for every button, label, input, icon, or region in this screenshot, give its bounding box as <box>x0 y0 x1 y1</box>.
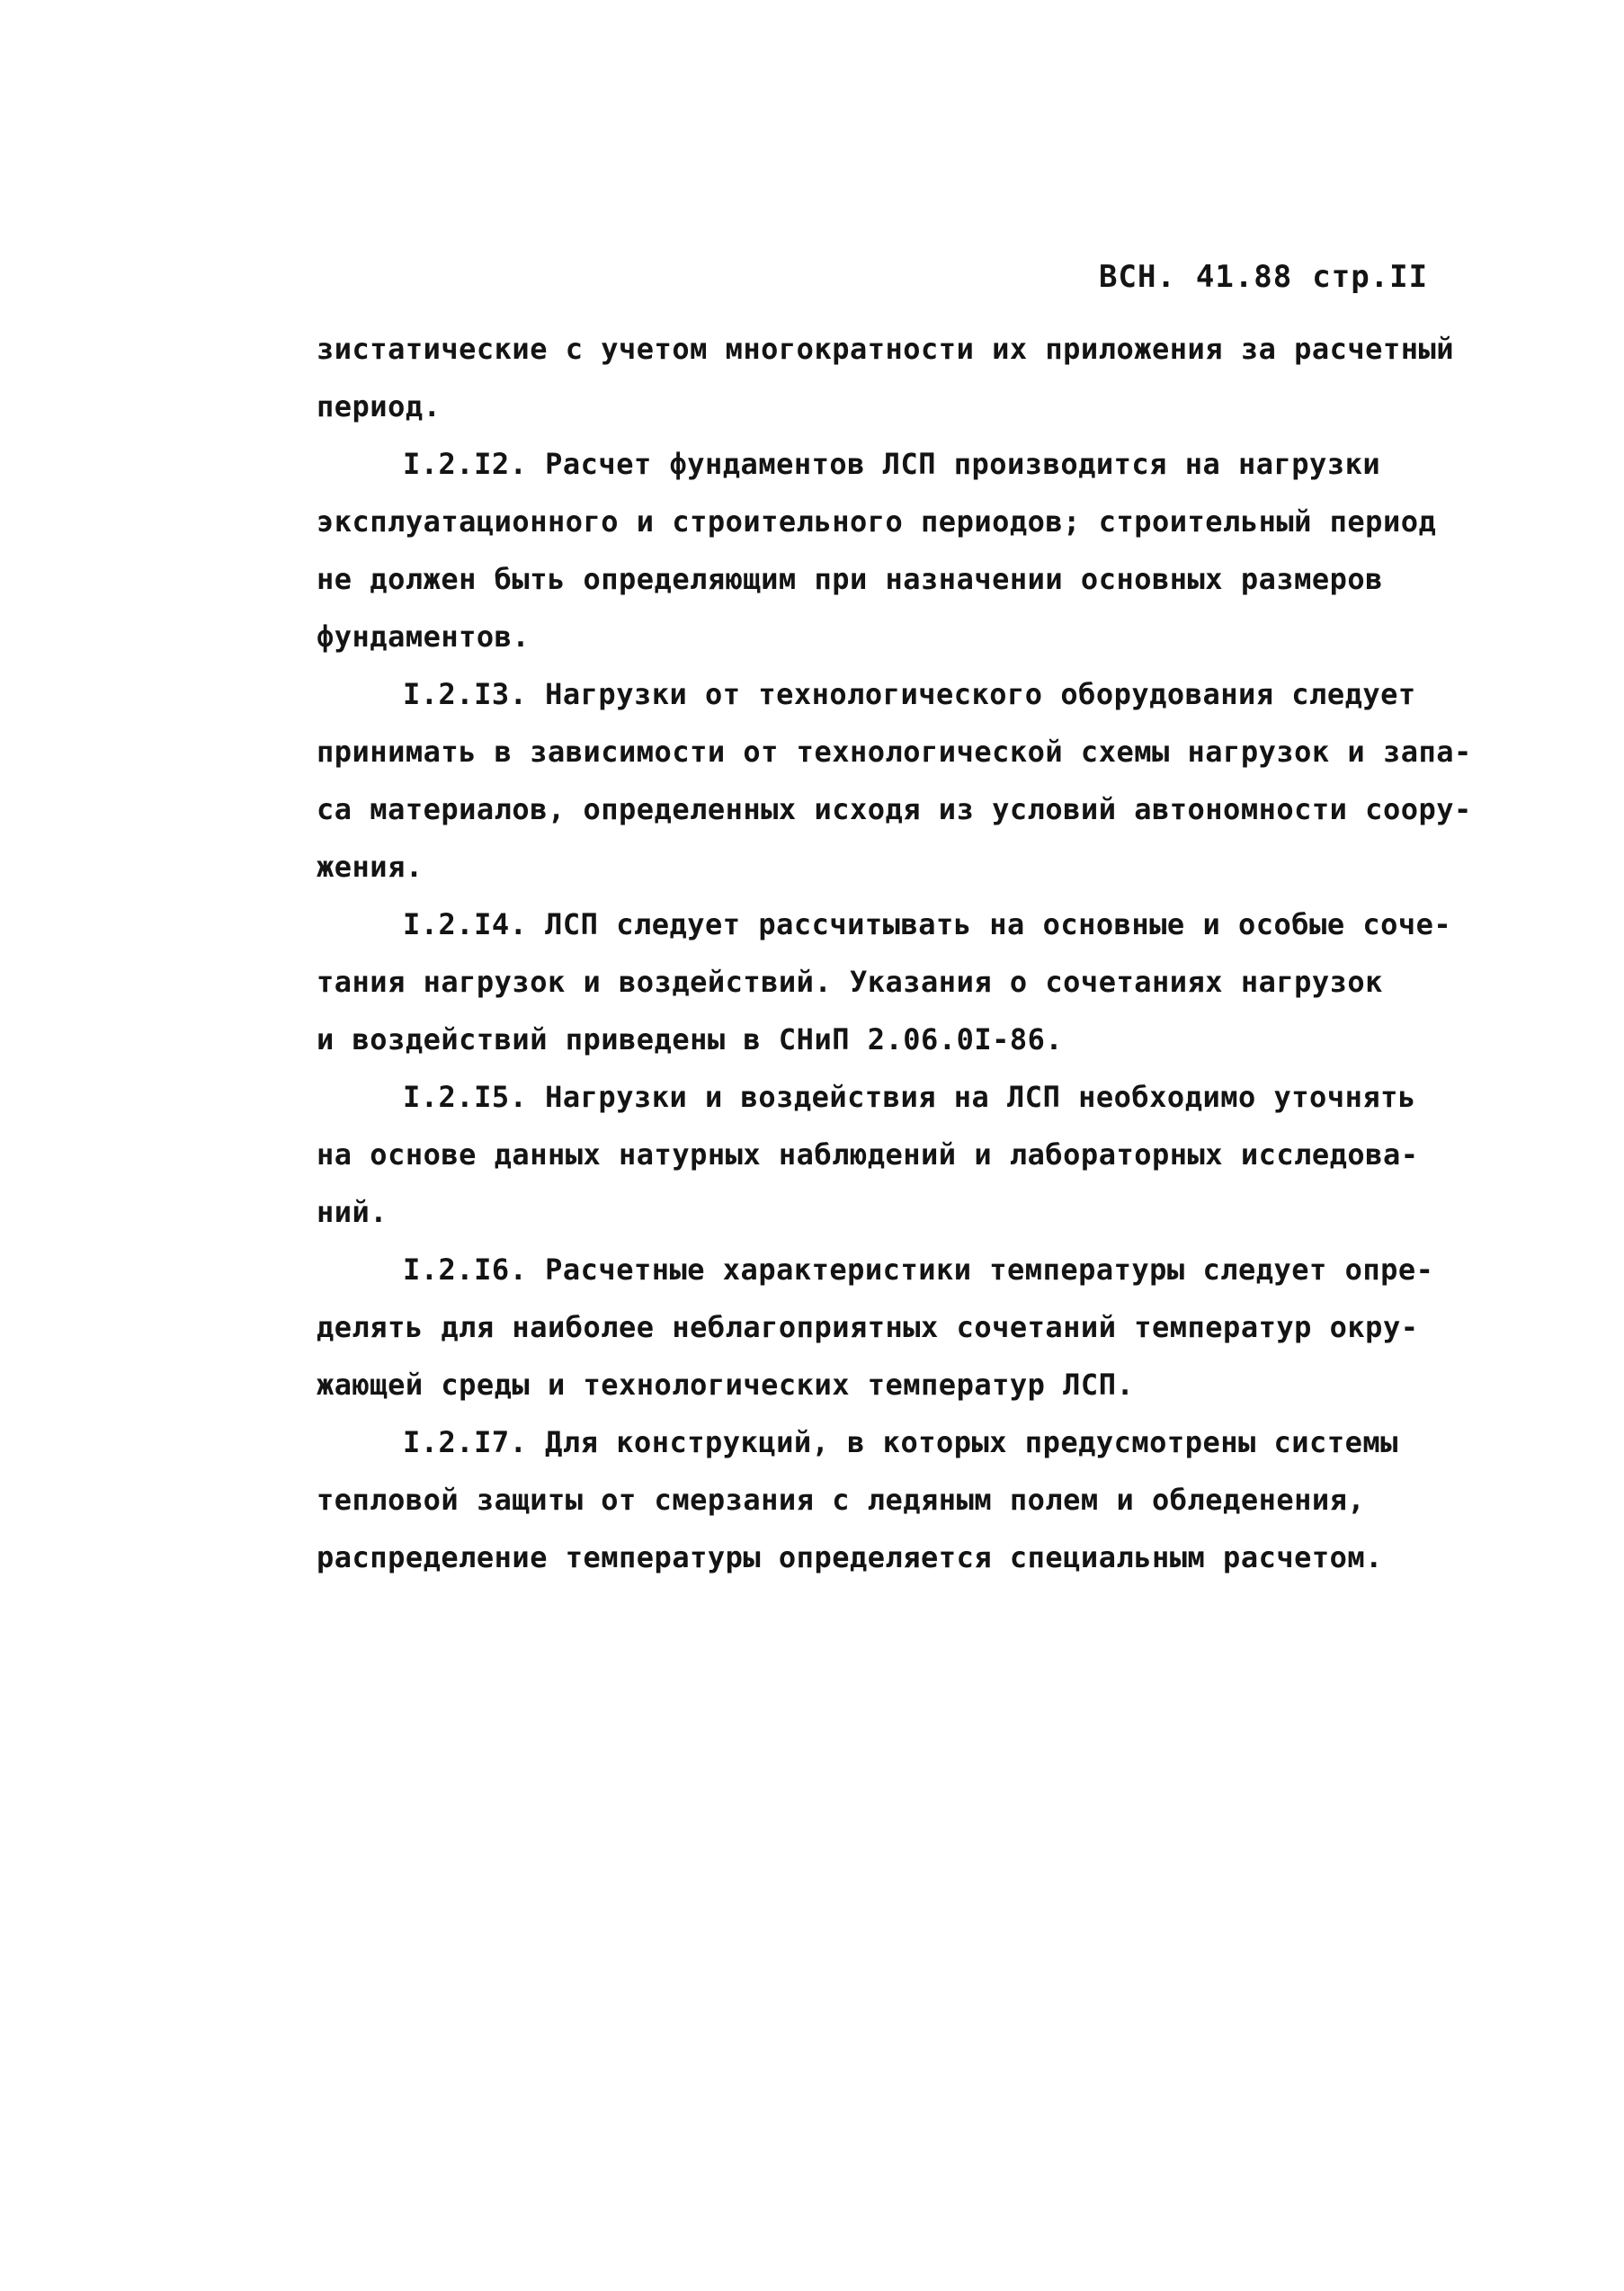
text-line: эксплуатационного и строительного периодов; строительный период <box>317 504 1437 539</box>
paragraph-start-1-2-15: I.2.I5. Нагрузки и воздействия на ЛСП необходимо уточнять <box>403 1080 1416 1114</box>
text-line: делять для наиболее неблагоприятных сочетаний температур окру- <box>317 1310 1419 1344</box>
document-code: ВСН. <box>1099 259 1176 295</box>
text-line: са материалов, определенных исходя из условий автономности соору- <box>317 792 1472 826</box>
text-line: ний. <box>317 1195 388 1229</box>
text-line: период. <box>317 389 442 423</box>
text-line: на основе данных натурных наблюдений и лабораторных исследова- <box>317 1137 1419 1172</box>
page-number: стр.II <box>1312 259 1429 295</box>
body-text <box>317 320 1477 1586</box>
paragraph-start-1-2-14: I.2.I4. ЛСП следует рассчитывать на основные и особые соче- <box>403 907 1452 941</box>
text-line: фундаментов. <box>317 620 531 654</box>
text-line: не должен быть определяющим при назначении основных размеров <box>317 562 1383 596</box>
paragraph-start-1-2-13: I.2.I3. Нагрузки от технологического оборудования следует <box>403 677 1416 711</box>
text-line: и воздействий приведены в СНиП 2.06.0I-86. <box>317 1022 1064 1056</box>
text-line: зистатические с учетом многократности их приложения за расчетный <box>317 332 1454 366</box>
text-line: жения. <box>317 850 424 884</box>
text-line: распределение температуры определяется специальным расчетом. <box>317 1540 1383 1574</box>
document-number: 41.88 <box>1195 259 1293 295</box>
text-line: жающей среды и технологических температур ЛСП. <box>317 1368 1135 1402</box>
paragraph-start-1-2-17: I.2.I7. Для конструкций, в которых предусмотрены системы <box>403 1425 1398 1459</box>
text-line: тепловой защиты от смерзания с ледяным полем и обледенения, <box>317 1483 1366 1517</box>
paragraph-start-1-2-16: I.2.I6. Расчетные характеристики температуры следует опре- <box>403 1252 1434 1287</box>
paragraph-start-1-2-12: I.2.I2. Расчет фундаментов ЛСП производится на нагрузки <box>403 447 1381 481</box>
text-line: тания нагрузок и воздействий. Указания о сочетаниях нагрузок <box>317 965 1383 999</box>
page-header <box>1099 259 1428 295</box>
text-line: принимать в зависимости от технологической схемы нагрузок и запа- <box>317 735 1472 769</box>
